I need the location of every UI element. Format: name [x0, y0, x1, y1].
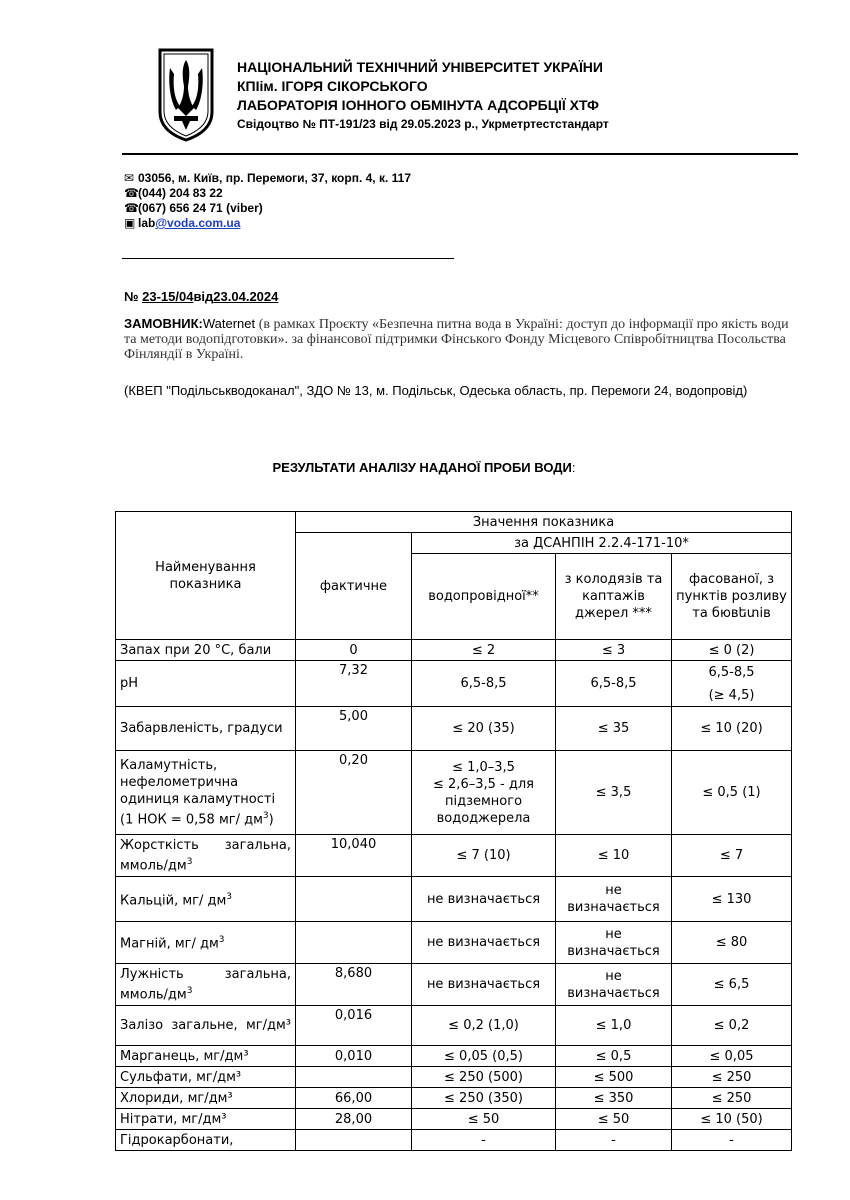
wells-norm: 6,5-8,5: [556, 661, 672, 707]
packaged-norm: -: [672, 1130, 792, 1151]
tap-norm: ≤ 0,05 (0,5): [412, 1046, 556, 1067]
org-line-1: НАЦІОНАЛЬНИЙ ТЕХНІЧНИЙ УНІВЕРСИТЕТ УКРАЇНИ: [237, 59, 603, 75]
param-name: Гідрокарбонати,: [116, 1130, 296, 1151]
packaged-norm: ≤ 7: [672, 835, 792, 877]
packaged-norm: ≤ 0,5 (1): [672, 751, 792, 835]
results-title-suffix: :: [571, 460, 576, 475]
param-name: Запах при 20 °С, бали: [116, 640, 296, 661]
param-name: [116, 877, 296, 922]
tap-norm: ≤ 0,2 (1,0): [412, 1006, 556, 1046]
date-value: 23.04.2024: [213, 289, 279, 304]
wells-norm: -: [556, 1130, 672, 1151]
wells-norm: ≤ 35: [556, 707, 672, 751]
table-row: [116, 1109, 792, 1130]
phone-2-text: (067) 656 24 71 (viber): [138, 201, 263, 215]
param-name: Марганець, мг/дм³: [116, 1046, 296, 1067]
wells-norm: ≤ 0,5: [556, 1046, 672, 1067]
actual-value: [296, 1067, 412, 1088]
table-row: [116, 922, 792, 964]
org-line-2: КПІім. ІГОРЯ СІКОРСЬКОГО: [237, 78, 428, 94]
results-table: [115, 511, 792, 1151]
param-name-text: Каламутність, нефелометрична одиниця каламутності (1 НОК = 0,58 мг/ дм: [120, 757, 276, 828]
number-label: №: [124, 289, 143, 304]
param-name: [116, 751, 296, 835]
org-line-3: ЛАБОРАТОРІЯ ІОННОГО ОБМІНУТА АДСОРБЦІЇ ХТФ: [237, 97, 599, 113]
table-row: [116, 835, 792, 877]
actual-value: 5,00: [296, 707, 412, 751]
table-row: [116, 661, 792, 707]
wells-norm: ≤ 50: [556, 1109, 672, 1130]
table-row: [116, 640, 792, 661]
contacts-block: [124, 171, 411, 231]
email-link[interactable]: @voda.com.ua: [155, 216, 241, 230]
param-name: Нітрати, мг/дм³: [116, 1109, 296, 1130]
tap-norm: ≤ 7 (10): [412, 835, 556, 877]
contact-phone-2: [124, 201, 411, 216]
email-prefix: lab: [138, 216, 156, 230]
date-label: від: [193, 289, 214, 304]
header-name: Найменування показника: [116, 512, 296, 640]
table-row: [116, 1006, 792, 1046]
actual-value: 0,010: [296, 1046, 412, 1067]
tap-norm: ≤ 20 (35): [412, 707, 556, 751]
param-name-sup: 3: [262, 810, 269, 821]
param-name-text: Жорсткість загальна, ммоль/дм: [120, 837, 291, 874]
param-name: Забарвленість, градуси: [116, 707, 296, 751]
actual-value: [296, 922, 412, 964]
sample-object: (КВЕП "Подільськводоканал", ЗДО № 13, м. Подільськ, Одеська область, пр. Перемоги 24, водопровід): [124, 383, 748, 398]
actual-value: 10,040: [296, 835, 412, 877]
param-name: [116, 922, 296, 964]
param-name: pH: [116, 661, 296, 707]
table-row: [116, 751, 792, 835]
organization-header: [237, 58, 609, 134]
packaged-norm: ≤ 6,5: [672, 964, 792, 1006]
customer-label: ЗАМОВНИК:: [124, 316, 203, 331]
number-value: 23-15/04: [142, 289, 194, 304]
contact-email: [124, 216, 411, 231]
tap-norm-line2: ≤ 2,6–3,5 - для підземного вододжерела: [433, 776, 534, 826]
actual-value: [296, 877, 412, 922]
header-actual: фактичне: [296, 533, 412, 640]
email-icon: ▣: [124, 216, 136, 230]
wells-norm: ≤ 3,5: [556, 751, 672, 835]
certificate-line: Свідоцтво № ПТ-191/23 від 29.05.2023 р., Укрметртестстандарт: [237, 117, 609, 131]
contacts-divider: [122, 258, 454, 259]
table-row: [116, 1130, 792, 1151]
packaged-norm: ≤ 80: [672, 922, 792, 964]
customer-name: Waternet: [202, 316, 259, 331]
document-number: [124, 289, 278, 304]
wells-norm: ≤ 10: [556, 835, 672, 877]
tap-norm: 6,5-8,5: [412, 661, 556, 707]
param-name-text: Кальцій, мг/ дм: [120, 893, 227, 909]
wells-norm: не визначається: [556, 877, 672, 922]
customer-text: (в рамках Проєкту «Безпечна питна вода в Україні: доступ до інформації про якість води та методи водопідготовки». за фінансової підтримки Фінського Фонду Місцевого Співробітництва Посольства Фінляндії в Україні.: [124, 317, 789, 362]
param-name-text: Лужність загальна, ммоль/дм: [120, 966, 291, 1003]
actual-value: 66,00: [296, 1088, 412, 1109]
phone-icon: ☎: [124, 186, 139, 200]
packaged-norm: ≤ 0,05: [672, 1046, 792, 1067]
tap-norm: [412, 751, 556, 835]
packaged-norm: ≤ 10 (50): [672, 1109, 792, 1130]
customer-block: [124, 317, 800, 362]
actual-value: 0: [296, 640, 412, 661]
table-header-row: [116, 512, 792, 533]
table-row: [116, 1046, 792, 1067]
table-row: [116, 1067, 792, 1088]
param-name: Залізо загальне, мг/дм³: [116, 1006, 296, 1046]
param-name: Хлориди, мг/дм³: [116, 1088, 296, 1109]
wells-norm: ≤ 1,0: [556, 1006, 672, 1046]
phone-icon: ☎: [124, 201, 139, 215]
param-name-text: Магній, мг/ дм: [120, 936, 219, 952]
param-name-sup: 3: [186, 985, 193, 996]
results-title: [124, 460, 724, 475]
header-wells: з колодязів та каптажів джерел ***: [556, 554, 672, 640]
trident-emblem-logo: [154, 46, 218, 142]
wells-norm: ≤ 350: [556, 1088, 672, 1109]
packaged-norm: ≤ 0,2: [672, 1006, 792, 1046]
table-row: [116, 707, 792, 751]
tap-norm: -: [412, 1130, 556, 1151]
address-text: 03056, м. Київ, пр. Перемоги, 37, корп. 4, к. 117: [138, 171, 411, 185]
param-name-end: ): [268, 812, 274, 828]
actual-value: 28,00: [296, 1109, 412, 1130]
param-name-sup: 3: [186, 856, 193, 867]
packaged-norm: ≤ 10 (20): [672, 707, 792, 751]
wells-norm: не визначається: [556, 964, 672, 1006]
actual-value: [296, 1130, 412, 1151]
packaged-norm: ≤ 0 (2): [672, 640, 792, 661]
packaged-norm: ≤ 250: [672, 1088, 792, 1109]
header-value: Значення показника: [296, 512, 792, 533]
packaged-norm-line1: 6,5-8,5: [708, 664, 755, 680]
packaged-norm-line2: (≥ 4,5): [708, 687, 755, 703]
tap-norm: не визначається: [412, 964, 556, 1006]
param-name: Сульфати, мг/дм³: [116, 1067, 296, 1088]
actual-value: 0,016: [296, 1006, 412, 1046]
param-name: [116, 835, 296, 877]
tap-norm: ≤ 2: [412, 640, 556, 661]
header-tap: водопровідної**: [412, 554, 556, 640]
packaged-norm: ≤ 130: [672, 877, 792, 922]
tap-norm: ≤ 250 (500): [412, 1067, 556, 1088]
tap-norm: не визначається: [412, 922, 556, 964]
phone-1-text: (044) 204 83 22: [138, 186, 223, 200]
param-name-sup: 3: [218, 935, 225, 946]
actual-value: 0,20: [296, 751, 412, 835]
wells-norm: не визначається: [556, 922, 672, 964]
actual-value: 8,680: [296, 964, 412, 1006]
param-name-sup: 3: [226, 891, 233, 902]
envelope-icon: ✉: [124, 171, 135, 185]
actual-value: 7,32: [296, 661, 412, 707]
table-row: [116, 877, 792, 922]
results-title-text: РЕЗУЛЬТАТИ АНАЛІЗУ НАДАНОЇ ПРОБИ ВОДИ: [272, 460, 572, 475]
tap-norm: ≤ 50: [412, 1109, 556, 1130]
tap-norm-line1: ≤ 1,0–3,5: [452, 759, 515, 775]
contact-phone-1: [124, 186, 411, 201]
wells-norm: ≤ 3: [556, 640, 672, 661]
packaged-norm: ≤ 250: [672, 1067, 792, 1088]
contact-address: [124, 171, 411, 186]
param-name: [116, 964, 296, 1006]
packaged-norm: [672, 661, 792, 707]
wells-norm: ≤ 500: [556, 1067, 672, 1088]
table-row: [116, 964, 792, 1006]
table-row: [116, 1088, 792, 1109]
tap-norm: не визначається: [412, 877, 556, 922]
header-divider: [122, 153, 798, 155]
tap-norm: ≤ 250 (350): [412, 1088, 556, 1109]
header-standard: за ДСАНПІН 2.2.4-171-10*: [412, 533, 792, 554]
header-packaged: фасованої, з пунктів розливу та бювետів: [672, 554, 792, 640]
